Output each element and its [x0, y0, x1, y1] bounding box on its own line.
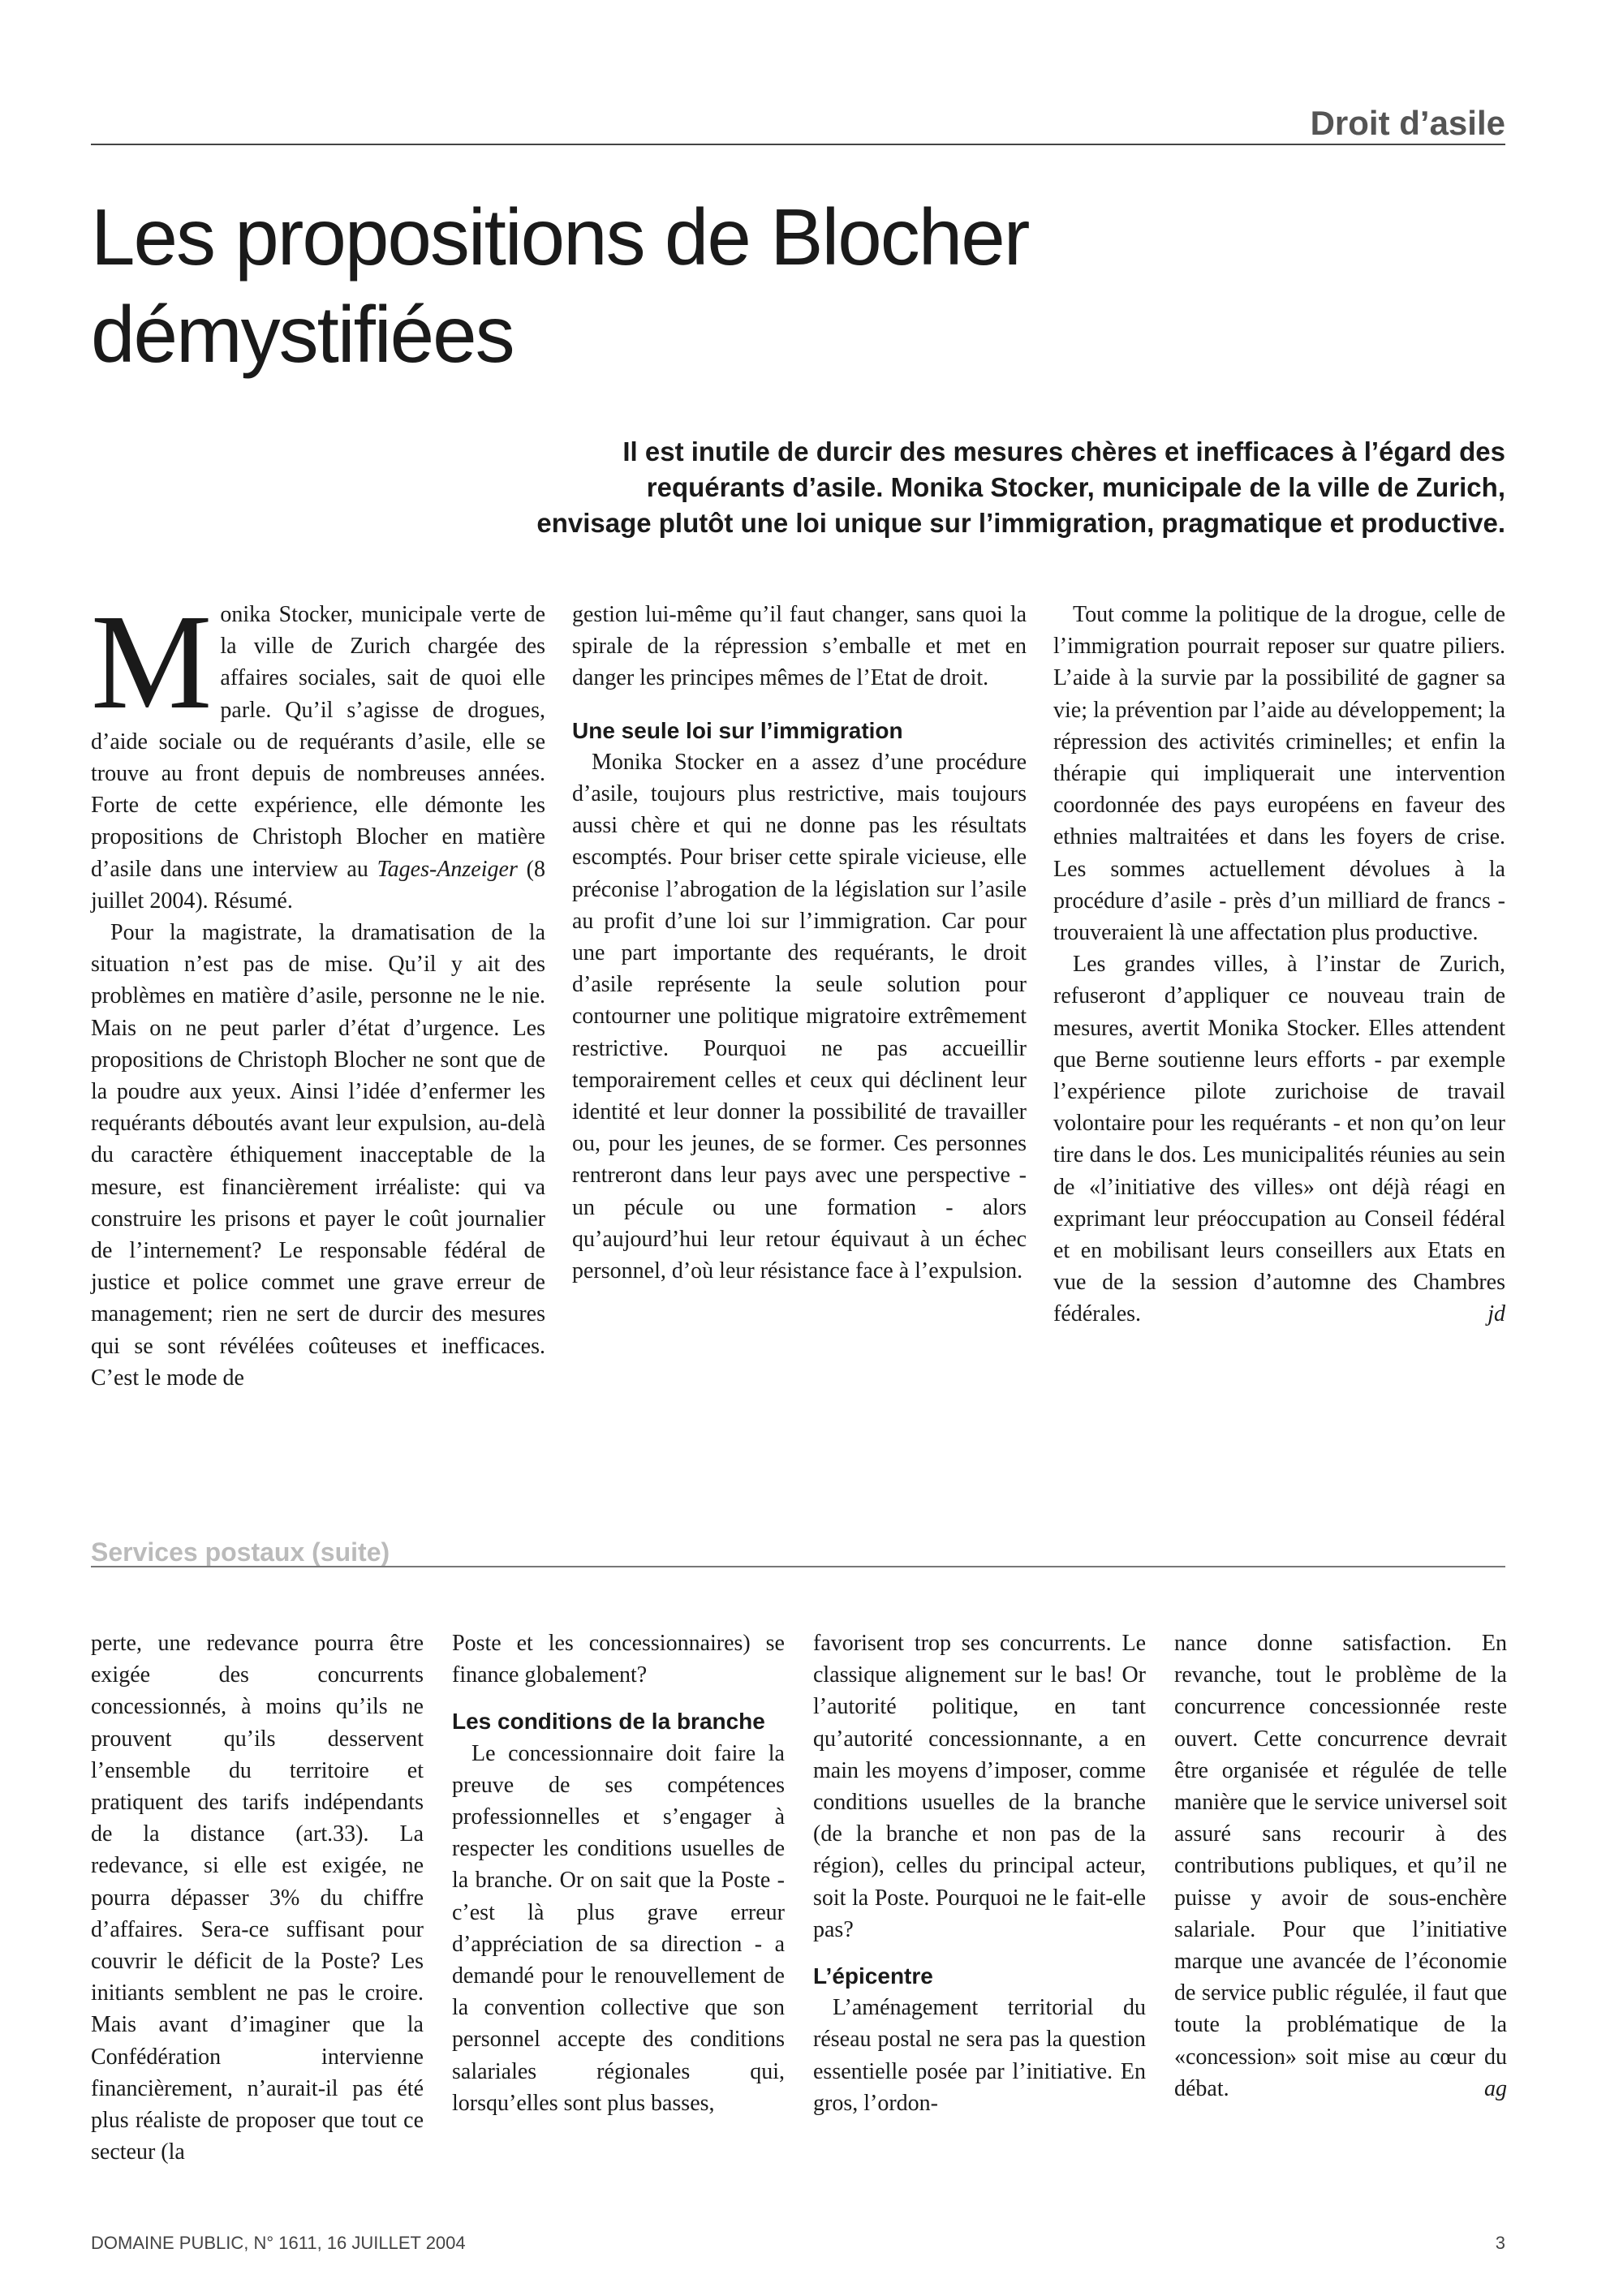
article2-column-4 — [1174, 1627, 1507, 2105]
postal-paragraph-6 — [1174, 1627, 1507, 2105]
postal-paragraph-4: favorisent trop ses concurrents. Le classique alignement sur le bas! Or l’autorité politique, en tant qu’autorité concessionnante, a en main les moyens d’imposer, comme conditions usuelles de la branche (de la branche et non pas de la région), celles du principal acteur, soit la Poste. Pourquoi ne le fait-elle pas? — [813, 1631, 1146, 1942]
drop-cap: M — [91, 587, 213, 737]
title-line-1: Les propositions de Blocher — [91, 192, 1029, 282]
article1-column-2 — [572, 599, 1027, 1287]
paragraph-2-part-2: gestion lui-même qu’il faut changer, sans quoi la spirale de la répression s’emballe et met en danger les principes mêmes de l’Etat de droit. — [572, 602, 1027, 691]
top-rule — [91, 144, 1505, 145]
article-title — [91, 188, 1470, 383]
postal-paragraph-1: perte, une redevance pourra être exigée des concurrents concessionnés, à moins qu’ils ne prouvent qu’ils desservent l’ensemble du territoire et pratiquent des tarifs indépendants de la distance (art.33). La redevance, si elle est exigée, ne pourra dépasser 3% du chiffre d’affaires. Sera-ce suffisant pour couvrir le déficit de la Poste? Les initiants semblent ne pas le croire. Mais avant d’imaginer que la Confédération intervienne financièrement, n’aurait-il pas été plus réaliste de proposer que tout ce secteur (la — [91, 1631, 424, 2165]
lead-line-3: envisage plutôt une loi unique sur l’immigration, pragmatique et productive. — [536, 508, 1505, 538]
lead-line-1: Il est inutile de durcir des mesures chères et inefficaces à l’égard des — [622, 436, 1505, 467]
postal-paragraph-3: Le concessionnaire doit faire la preuve de ses compétences professionnelles et s’engager à respecter les conditions usuelles de la branche. Or on sait que la Poste - c’est là plus grave erreur d’appréciation de sa direction - a demandé pour le renouvellement de la convention collective que son personnel accepte des conditions salariales régionales qui, lorsqu’elles sont plus basses, — [452, 1740, 785, 2116]
section-heading-postal: Services postaux (suite) — [91, 1537, 390, 1567]
paragraph-3: Monika Stocker en a assez d’une procédure d’asile, toujours plus restrictive, mais toujours aussi chère et qui ne donne pas les résultats escomptés. Pour briser cette spirale vicieuse, elle préconise l’abrogation de la législation sur l’asile au profit d’une loi sur l’immigration. Car pour une part importante des requérants, le droit d’asile représente la seule solution pour contourner une politique migratoire extrêmement restrictive. Pourquoi ne pas accueillir temporairement celles et ceux qui déclinent leur identité et leur donner la possibilité de travailler ou, pour les jeunes, de se former. Ces personnes rentreront dans leur pays avec une perspective - un pécule ou une formation - alors qu’aujourd’hui leur retour équivaut à un échec personnel, d’où leur résistance face à l’expulsion. — [572, 749, 1027, 1284]
article-lead — [390, 434, 1505, 541]
page-number: 3 — [1495, 2233, 1505, 2253]
paragraph-2-part-1: Pour la magistrate, la dramatisation de la situation n’est pas de mise. Qu’il y ait des problèmes en matière d’asile, personne ne le nie. Mais on ne peut parler d’état d’urgence. Les propositions de Christoph Blocher ne sont que de la poudre aux yeux. Ainsi l’idée d’enfermer les requérants déboutés avant leur expulsion, au-delà du caractère éthiquement inacceptable de la mesure, est financièrement irréaliste: qui va construire les prisons et payer le coût journalier de l’internement? Le responsable fédéral de justice et police commet une grave erreur de management; rien ne sert de durcir des mesures qui se sont révélées coûteuses et inefficaces. C’est le mode de — [91, 920, 545, 1391]
article1-column-1 — [91, 587, 545, 1394]
article2-column-3 — [813, 1627, 1146, 2119]
article1-column-3 — [1053, 599, 1505, 1331]
postal-rule — [91, 1566, 1505, 1567]
section-heading: Droit d’asile — [1310, 104, 1505, 142]
subheading-epicentre: L’épicentre — [813, 1963, 933, 1989]
article2-column-1 — [91, 1627, 424, 2168]
paragraph-5 — [1053, 948, 1505, 1330]
paragraph-4: Tout comme la politique de la drogue, celle de l’immigration pourrait reposer sur quatre piliers. L’aide à la survie par la possibilité de gagner sa vie; la prévention par l’aide au développement; la répression des activités criminelles; et enfin la thérapie qui impliquerait une intervention coordonnée des pays européens en faveur des ethnies maltraitées et dans les foyers de crise. Les sommes actuellement dévolues à la procédure d’asile - près d’un milliard de francs - trouveraient là une affectation plus productive. — [1053, 602, 1505, 946]
footer-publication: DOMAINE PUBLIC, N° 1611, 16 JUILLET 2004 — [91, 2233, 466, 2253]
subheading-branch-conditions: Les conditions de la branche — [452, 1709, 765, 1735]
postal-paragraph-5: L’aménagement territorial du réseau postal ne sera pas la question essentielle posée par l’initiative. En gros, l’ordon- — [813, 1995, 1146, 2116]
subheading-immigration: Une seule loi sur l’immigration — [572, 717, 903, 743]
author-initials: jd — [1487, 1301, 1505, 1327]
author-initials-postal: ag — [1484, 2075, 1507, 2101]
postal-paragraph-6-text: nance donne satisfaction. En revanche, tout le problème de la concurrence concessionnée reste ouvert. Cette concurrence devrait être organisée et régulée de telle manière que le service universel soit assuré sans recourir à des contributions publiques, et qu’il ne puisse y avoir de sous-enchère salariale. Pour que l’initiative marque une avancée de l’économie de service public régulée, il faut que toute la problématique de la «concession» soit mise au cœur du débat. — [1174, 1631, 1507, 2101]
title-line-2: démystifiées — [91, 290, 514, 379]
article2-column-2 — [452, 1627, 785, 2119]
postal-paragraph-2: Poste et les concessionnaires) se finance globalement? — [452, 1631, 785, 1688]
source-publication: Tages-Anzeiger — [377, 856, 518, 882]
lead-line-2: requérants d’asile. Monika Stocker, municipale de la ville de Zurich, — [646, 472, 1505, 502]
paragraph-intro — [91, 587, 545, 917]
intro-text: onika Stocker, municipale verte de la ville de Zurich chargée des affaires sociales, sait de quoi elle parle. Qu’il s’agisse de drogues, d’aide sociale ou de requérants d’asile, elle se trouve au front depuis de nombreuses années. Forte de cette expérience, elle démonte les propositions de Christoph Blocher en matière d’asile dans une interview au — [91, 602, 545, 882]
paragraph-5-text: Les grandes villes, à l’instar de Zurich, refuseront d’appliquer ce nouveau train de mesures, avertit Monika Stocker. Elles attendent que Berne soutienne leurs efforts - par exemple l’expérience pilote zurichoise de travail volontaire pour les requérants - et non qu’on leur tire dans le dos. Les municipalités réunies au sein de «l’initiative des villes» ont déjà réagi en exprimant leur préoccupation au Conseil fédéral et en mobilisant leurs conseillers aux Etats en vue de la session d’automne des Chambres fédérales. — [1053, 952, 1505, 1327]
intro-end: (8 juillet 2004). Résumé. — [91, 856, 545, 914]
